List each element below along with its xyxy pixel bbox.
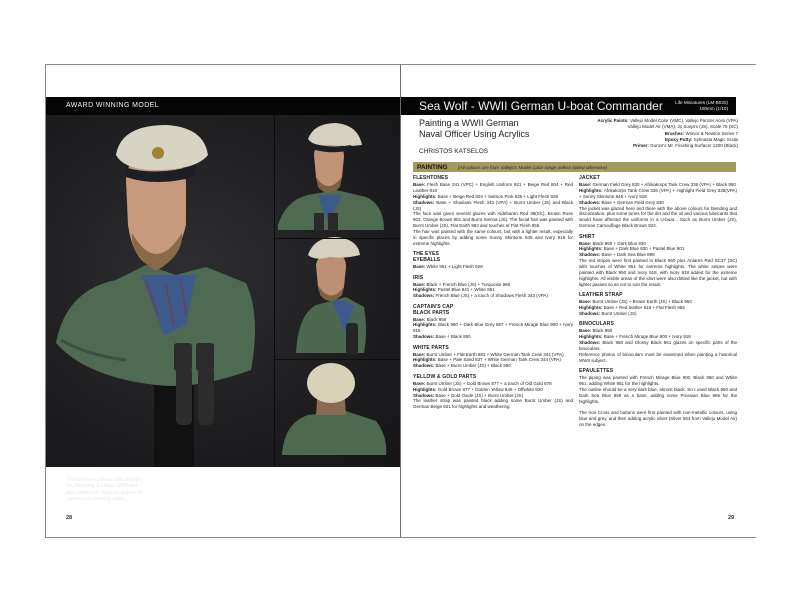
text-fragment: Brushes: xyxy=(664,130,685,136)
paragraph: Reference photos of binoculars must be examined when painting a historical WWII subject. xyxy=(579,351,737,363)
painting-label: PAINTING xyxy=(417,163,448,171)
text-fragment: Base: xyxy=(579,181,592,187)
text-fragment: Highlights: xyxy=(413,386,437,392)
paint-line xyxy=(579,311,737,317)
paint-line xyxy=(413,264,573,270)
text-fragment: Gunze's Mr. Finishing Surfacer 1200 (Black) xyxy=(650,143,738,149)
text-fragment: Black 950 + Dark Blue 930 xyxy=(592,240,646,246)
text-fragment: Shadows: xyxy=(579,311,601,317)
photo-divider-horizontal xyxy=(274,359,401,360)
text-fragment: Shadows: xyxy=(579,340,601,346)
kit-info xyxy=(675,100,728,112)
text-fragment: Shadows: xyxy=(413,199,435,205)
text-fragment: Burnt Umber (JS) xyxy=(601,311,637,317)
section-heading-epaulettes: EPAULETTES xyxy=(579,368,614,375)
text-fragment: Base: xyxy=(579,299,592,305)
section-header-label: AWARD WINNING MODEL xyxy=(66,102,160,109)
subtitle-line: Naval Officer Using Acrylics xyxy=(419,128,530,139)
text-fragment: White 951 + Light Flesh 928 xyxy=(426,264,483,270)
subheading-iris: IRIS xyxy=(413,274,424,281)
text-fragment: Base + Black 950 xyxy=(435,334,471,340)
text-fragment: French Blue (JS) + a touch of Shadows Flesh 343 (VPA) xyxy=(435,293,548,299)
text-fragment: Epoxy Putty: xyxy=(664,136,693,142)
section-heading-cap: CAPTAIN'S CAP xyxy=(413,303,454,310)
text-column-2 xyxy=(579,176,737,427)
side-bust-photo-top xyxy=(278,123,384,231)
text-fragment: Base + Shadows Flesh 343 (VPA) + Burnt Umber (JS) and Black (JS) xyxy=(413,199,573,211)
paint-line xyxy=(413,182,573,194)
text-fragment: Burnt Umber + Flat Earth 983 + White German Tank Crew 344 (VPA) xyxy=(426,351,564,357)
text-fragment: Pastel Blue 941 + White 951 xyxy=(437,287,495,293)
text-fragment: Highlights: xyxy=(413,287,437,293)
text-fragment: Base + Beige Red 804 + Salmon Pink 835 + Light Flesh 928 xyxy=(437,193,558,199)
section-heading-leather-strap: LEATHER STRAP xyxy=(579,292,623,299)
section-heading-jacket: JACKET xyxy=(579,175,600,181)
subtitle-line: Painting a WWII German xyxy=(419,118,519,128)
photo-divider-vertical xyxy=(274,115,275,467)
text-fragment: Base + Dark Blue 930 + Pastel Blue 901 xyxy=(603,246,685,252)
paragraph: The red stripes were first painted in Black 950 plus Antares Red SC37 (SC) with touches of White 951 for extreme highlights. The white stripes were painted with Black 950 and Ivory 918, with Ivory 918 added for the extreme highlights. All visible areas of the shirt were also dirtied like the jacket, but with lighter passes so as not to ruin the result. xyxy=(579,258,737,287)
photo-collage xyxy=(46,115,401,503)
painting-note: (All colours are from Vallejo's Model Color range unless stated otherwise) xyxy=(458,164,608,170)
paragraph: The hair was painted with the same colours, but with a lighter result, especially in specific places by adding some Sunny Skintone 845 and Ivory 918 for extreme highlights. xyxy=(413,229,573,246)
text-fragment: Base: xyxy=(413,181,426,187)
author-name: CHRISTOS KATSELOS xyxy=(419,148,489,155)
text-fragment: Shadows: xyxy=(413,392,435,398)
text-fragment: Highlights: xyxy=(579,334,603,340)
text-fragment: Base: xyxy=(413,380,426,386)
text-fragment: Gold Brown 877 + Golden Yellow 948 + Offwhite 820 xyxy=(437,386,543,392)
text-fragment: Shadows: xyxy=(413,293,435,299)
text-fragment: Afrikakorps Tank Crew 336 (VPA) + Highlight Field Grey 338(VPA) + Sunny Skintone 845 + Ivory 918 xyxy=(579,187,737,199)
text-fragment: Black 950 and Glossy Black 861 glazes on specific parts of the binoculars. xyxy=(579,340,737,352)
main-bust-photo xyxy=(56,125,255,467)
article-title-bar xyxy=(401,97,736,115)
text-fragment: Flesh Base 341 (VPC) + English Uniform 921 + Beige Red 804 + Red Leather 818 xyxy=(413,181,573,193)
text-fragment: Shadows: xyxy=(413,334,435,340)
materials-row xyxy=(538,143,738,149)
paragraph: The piping was painted with French Mirage Blue 900, Black 950 and White 951, adding White 951 for the highlights. xyxy=(579,375,737,387)
text-fragment: Highlights: xyxy=(413,357,437,363)
section-heading-shirt: SHIRT xyxy=(579,233,595,240)
text-fragment: Shadows: xyxy=(413,363,435,369)
article-title: Sea Wolf - WWII German U-boat Commander xyxy=(419,99,663,113)
text-fragment: Base + Burnt Umber (JS) + Black 950 xyxy=(435,363,511,369)
text-fragment: Burnt Umber (JS) + Gold Brown 877 + a touch of Old Gold 878 xyxy=(426,380,552,386)
materials-list xyxy=(538,118,738,149)
text-fragment: Base + Pale Sand 837 + White German Tank Crew 344 (VPA) xyxy=(437,357,561,363)
section-header-bar xyxy=(46,97,401,115)
text-fragment: Base: xyxy=(413,264,426,270)
paint-line xyxy=(413,293,573,299)
text-fragment: Base + French Mirage Blue 900 + Ivory 918 xyxy=(603,334,691,340)
section-heading-eyes: THE EYES xyxy=(413,251,439,258)
page-number-left: 28 xyxy=(66,515,73,521)
paragraph: The Iron Cross and buttons were first painted with non-metallic colours, using blue and grey, and then adding acrylic silver (Silver 063 from Vallejo Model Air) on the edges. xyxy=(579,409,737,427)
text-fragment: Black 950 xyxy=(592,328,613,334)
paint-line xyxy=(413,363,573,369)
paint-line xyxy=(579,188,737,200)
text-fragment: Base + German Field Grey 830 xyxy=(601,199,664,205)
subheading-black-parts: BLACK PARTS xyxy=(413,309,450,316)
kit-scale: 180mm (1/10) xyxy=(699,106,728,111)
paint-line xyxy=(413,322,573,334)
side-bust-photo-middle xyxy=(296,237,366,355)
paragraph: The outline should be a very dark blue, almost black. So I used Black 950 and Dark Sea Blue 898 as a base, adding some Prussian Blue 965 for the highlights. xyxy=(579,387,737,404)
text-fragment: Base: xyxy=(413,316,426,322)
photo-caption: The bust was primed with Gunze's Mr. Finishing Surfacer 1200 and airbrushed with black as a base for subsequent painting steps. xyxy=(66,477,144,503)
text-fragment: Highlights: xyxy=(579,246,603,252)
text-fragment: Base + Gold Oxide (JS) + Burnt Umber (JS) xyxy=(435,392,524,398)
text-fragment: German Field Grey 830 + Afrikakorps Tank Crew 336 (VPA) + Black 950 xyxy=(592,181,736,187)
left-page xyxy=(45,64,401,538)
painting-section-bar xyxy=(413,162,736,172)
back-bust-photo-bottom xyxy=(282,363,386,455)
text-fragment: Vallejo Model Color (VMC), Vallejo Panzer Aces (VPA) xyxy=(629,118,738,123)
paragraph: The jacket was glazed here and there with the above colours for blending and discoloration, plus some tones for the dirt and the oil and various lubricants that would have affected the uniforms in a U-boat... Such as Burnt Umber (JS), German Camouflage Black Brown 822. xyxy=(579,205,737,229)
page-number-right: 29 xyxy=(728,515,735,521)
text-fragment: Highlights: xyxy=(413,322,437,328)
bust-photos-illustration xyxy=(46,115,401,467)
text-fragment: Base + Red leather 818 + Flat Flesh 955 xyxy=(603,305,685,311)
text-fragment: Vallejo Model Air (VMA), Jo Sonja's (JS), Scale 75 (SC) xyxy=(627,124,738,130)
text-fragment: Burnt Umber (JS) + Brown Earth (JS) + Black 950 xyxy=(592,299,692,305)
subheading-gold-parts: YELLOW & GOLD PARTS xyxy=(413,373,477,380)
text-fragment: Acrylic Paints: xyxy=(597,118,629,123)
text-fragment: Winsor & Newton Series 7 xyxy=(685,130,738,136)
paragraph: The leather strap was painted black adding some Burnt Umber (JS) and German Beige 821 for highlights and weathering. xyxy=(413,398,573,410)
text-fragment: Base: xyxy=(579,328,592,334)
text-fragment: Sylmasta Magic Sculp xyxy=(693,136,738,142)
text-fragment: Black + French Blue (JS) + Turquoise 966 xyxy=(426,281,511,287)
text-fragment: Base: xyxy=(579,240,592,246)
subheading-white-parts: WHITE PARTS xyxy=(413,344,449,351)
text-fragment: Highlights: xyxy=(579,305,603,311)
text-fragment: Shadows: xyxy=(579,252,601,258)
paint-line xyxy=(579,340,737,352)
text-fragment: Shadows: xyxy=(579,199,601,205)
right-page xyxy=(400,64,756,538)
paragraph: The face was given several glazes with Aldebaran Red 38(SC), Brown Rose 803, Orange Brown 981 and Burnt Sienna (JS). The facial hair was painted with Burnt Umber (JS), Flat Earth 983 and touches of Flat Flesh 955. xyxy=(413,211,573,229)
text-fragment: Base: xyxy=(413,351,426,357)
text-fragment: Primer: xyxy=(633,143,649,149)
magazine-spread xyxy=(45,64,755,536)
section-heading-binoculars: BINOCULARS xyxy=(579,321,614,328)
text-fragment: Black 950 + Dark Blue Grey 867 + French Mirage Blue 900 + Ivory 918 xyxy=(413,322,573,334)
paint-line xyxy=(413,334,573,340)
text-fragment: Highlights: xyxy=(413,193,437,199)
photo-divider-horizontal xyxy=(274,238,401,239)
text-fragment: Base + Dark Sea Blue 898 xyxy=(601,252,655,258)
text-column-1 xyxy=(413,176,573,410)
kit-manufacturer: Life Miniatures (LM-B020) xyxy=(675,100,728,105)
paint-line xyxy=(413,200,573,212)
text-fragment: Black 950 xyxy=(426,316,447,322)
text-fragment: Base: xyxy=(413,281,426,287)
section-heading-fleshtones: FLESHTONES xyxy=(413,175,449,181)
text-fragment: Highlights: xyxy=(579,187,603,193)
subheading-eyeballs: EYEBALLS xyxy=(413,257,441,264)
